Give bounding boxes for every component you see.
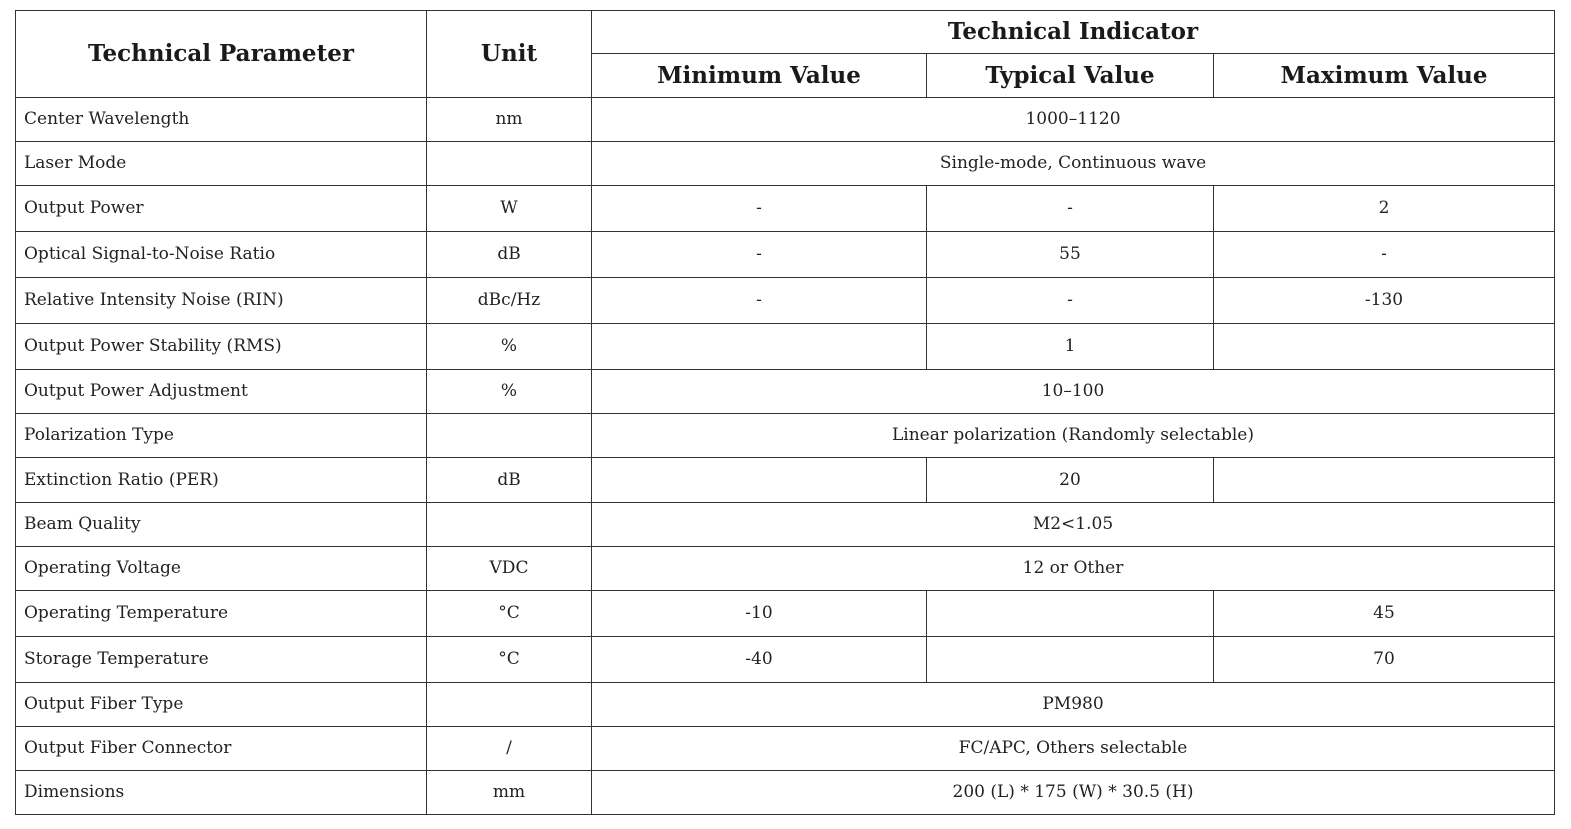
table-row [16,547,1555,591]
parameter-cell: Output Power [16,186,427,232]
unit-cell [427,683,592,727]
maximum-value-cell: - [1214,232,1555,278]
typical-value-cell: - [927,186,1214,232]
parameter-cell: Output Power Adjustment [16,370,427,414]
unit-cell [427,414,592,458]
parameter-cell: Center Wavelength [16,98,427,142]
table-row [16,278,1555,324]
unit-cell [427,503,592,547]
table-row [16,98,1555,142]
typical-value-cell [927,591,1214,637]
indicator-value-cell: M2<1.05 [592,503,1555,547]
parameter-cell: Operating Voltage [16,547,427,591]
typical-value-cell [927,637,1214,683]
indicator-value-cell: PM980 [592,683,1555,727]
table-row [16,142,1555,186]
header-minimum-value: Minimum Value [592,54,927,98]
table-row [16,186,1555,232]
maximum-value-cell: 45 [1214,591,1555,637]
unit-cell: dBc/Hz [427,278,592,324]
table-row [16,637,1555,683]
indicator-value-cell: 200 (L) * 175 (W) * 30.5 (H) [592,771,1555,815]
unit-cell: mm [427,771,592,815]
minimum-value-cell: -10 [592,591,927,637]
unit-cell: % [427,370,592,414]
spec-table-body [16,98,1555,815]
indicator-value-cell: 12 or Other [592,547,1555,591]
indicator-value-cell: Single-mode, Continuous wave [592,142,1555,186]
indicator-value-cell: Linear polarization (Randomly selectable) [592,414,1555,458]
minimum-value-cell: -40 [592,637,927,683]
table-row [16,727,1555,771]
typical-value-cell: 1 [927,324,1214,370]
minimum-value-cell [592,458,927,503]
header-technical-indicator: Technical Indicator [592,11,1555,54]
unit-cell: % [427,324,592,370]
unit-cell [427,142,592,186]
table-row [16,324,1555,370]
maximum-value-cell [1214,324,1555,370]
minimum-value-cell: - [592,278,927,324]
parameter-cell: Optical Signal-to-Noise Ratio [16,232,427,278]
header-row [16,11,1555,54]
unit-cell: / [427,727,592,771]
typical-value-cell: - [927,278,1214,324]
typical-value-cell: 55 [927,232,1214,278]
table-row [16,370,1555,414]
parameter-cell: Output Power Stability (RMS) [16,324,427,370]
unit-cell: dB [427,232,592,278]
parameter-cell: Output Fiber Connector [16,727,427,771]
table-row [16,503,1555,547]
maximum-value-cell: -130 [1214,278,1555,324]
indicator-value-cell: 1000–1120 [592,98,1555,142]
indicator-value-cell: 10–100 [592,370,1555,414]
indicator-value-cell: FC/APC, Others selectable [592,727,1555,771]
parameter-cell: Polarization Type [16,414,427,458]
minimum-value-cell: - [592,232,927,278]
header-unit: Unit [427,11,592,98]
table-row [16,458,1555,503]
header-technical-parameter: Technical Parameter [16,11,427,98]
table-row [16,683,1555,727]
unit-cell: W [427,186,592,232]
maximum-value-cell: 2 [1214,186,1555,232]
table-row [16,771,1555,815]
parameter-cell: Relative Intensity Noise (RIN) [16,278,427,324]
typical-value-cell: 20 [927,458,1214,503]
minimum-value-cell [592,324,927,370]
unit-cell: °C [427,637,592,683]
minimum-value-cell: - [592,186,927,232]
unit-cell: °C [427,591,592,637]
table-row [16,232,1555,278]
parameter-cell: Extinction Ratio (PER) [16,458,427,503]
parameter-cell: Dimensions [16,771,427,815]
header-maximum-value: Maximum Value [1214,54,1555,98]
unit-cell: dB [427,458,592,503]
parameter-cell: Storage Temperature [16,637,427,683]
parameter-cell: Beam Quality [16,503,427,547]
parameter-cell: Operating Temperature [16,591,427,637]
unit-cell: nm [427,98,592,142]
maximum-value-cell: 70 [1214,637,1555,683]
table-row [16,591,1555,637]
unit-cell: VDC [427,547,592,591]
spec-table [15,10,1555,815]
parameter-cell: Output Fiber Type [16,683,427,727]
header-typical-value: Typical Value [927,54,1214,98]
maximum-value-cell [1214,458,1555,503]
parameter-cell: Laser Mode [16,142,427,186]
table-row [16,414,1555,458]
